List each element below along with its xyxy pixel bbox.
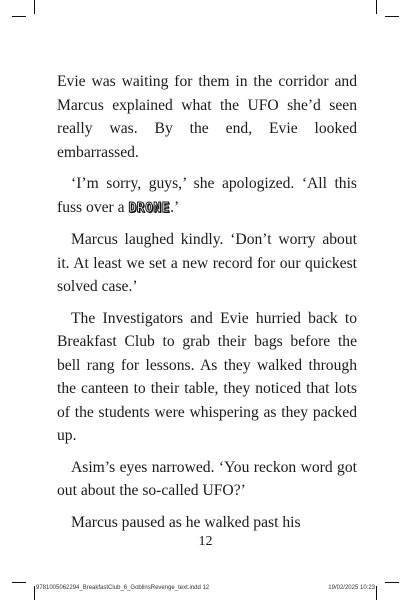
paragraph-3: Marcus laughed kindly. ‘Don’t worry about it. At least we set a new record for our quickest solved case.’ xyxy=(57,231,357,295)
crop-mark xyxy=(376,0,377,14)
paragraph-4: The Investigators and Evie hurried back to Breakfast Club to grab their bags before the bell rang for lessons. As they walked through the canteen to their table, they noticed that lots of the students were whispering as they packed up. xyxy=(57,309,357,444)
paragraph-6: Marcus paused as he walked past his xyxy=(71,513,301,531)
paragraph-2-after: .’ xyxy=(170,198,180,216)
crop-mark xyxy=(12,16,26,17)
crop-mark xyxy=(385,16,399,17)
crop-mark xyxy=(12,582,26,583)
paragraph-1: Evie was waiting for them in the corridor and Marcus explained what the UFO she’d seen really was. By the end, Evie looked embarrassed. xyxy=(57,73,357,161)
paragraph-2-before: ‘I’m sorry, guys,’ she apologized. ‘All this fuss over a xyxy=(57,175,357,216)
crop-mark xyxy=(34,0,35,14)
paragraph-5: Asim’s eyes narrowed. ‘You reckon word got out about the so-called UFO?’ xyxy=(57,458,357,499)
page-body xyxy=(57,70,357,542)
slug-file: 9781005062294_BreakfastClub_6_GoblinsRevenge_text.indd 12 xyxy=(36,585,210,591)
slug-date: 19/02/2025 10:23 xyxy=(328,585,375,591)
crop-mark xyxy=(34,586,35,600)
drone-word: DRONE xyxy=(128,200,171,216)
crop-mark xyxy=(376,586,377,600)
paragraph-2 xyxy=(57,172,357,220)
crop-mark xyxy=(385,582,399,583)
page-number: 12 xyxy=(198,534,213,549)
